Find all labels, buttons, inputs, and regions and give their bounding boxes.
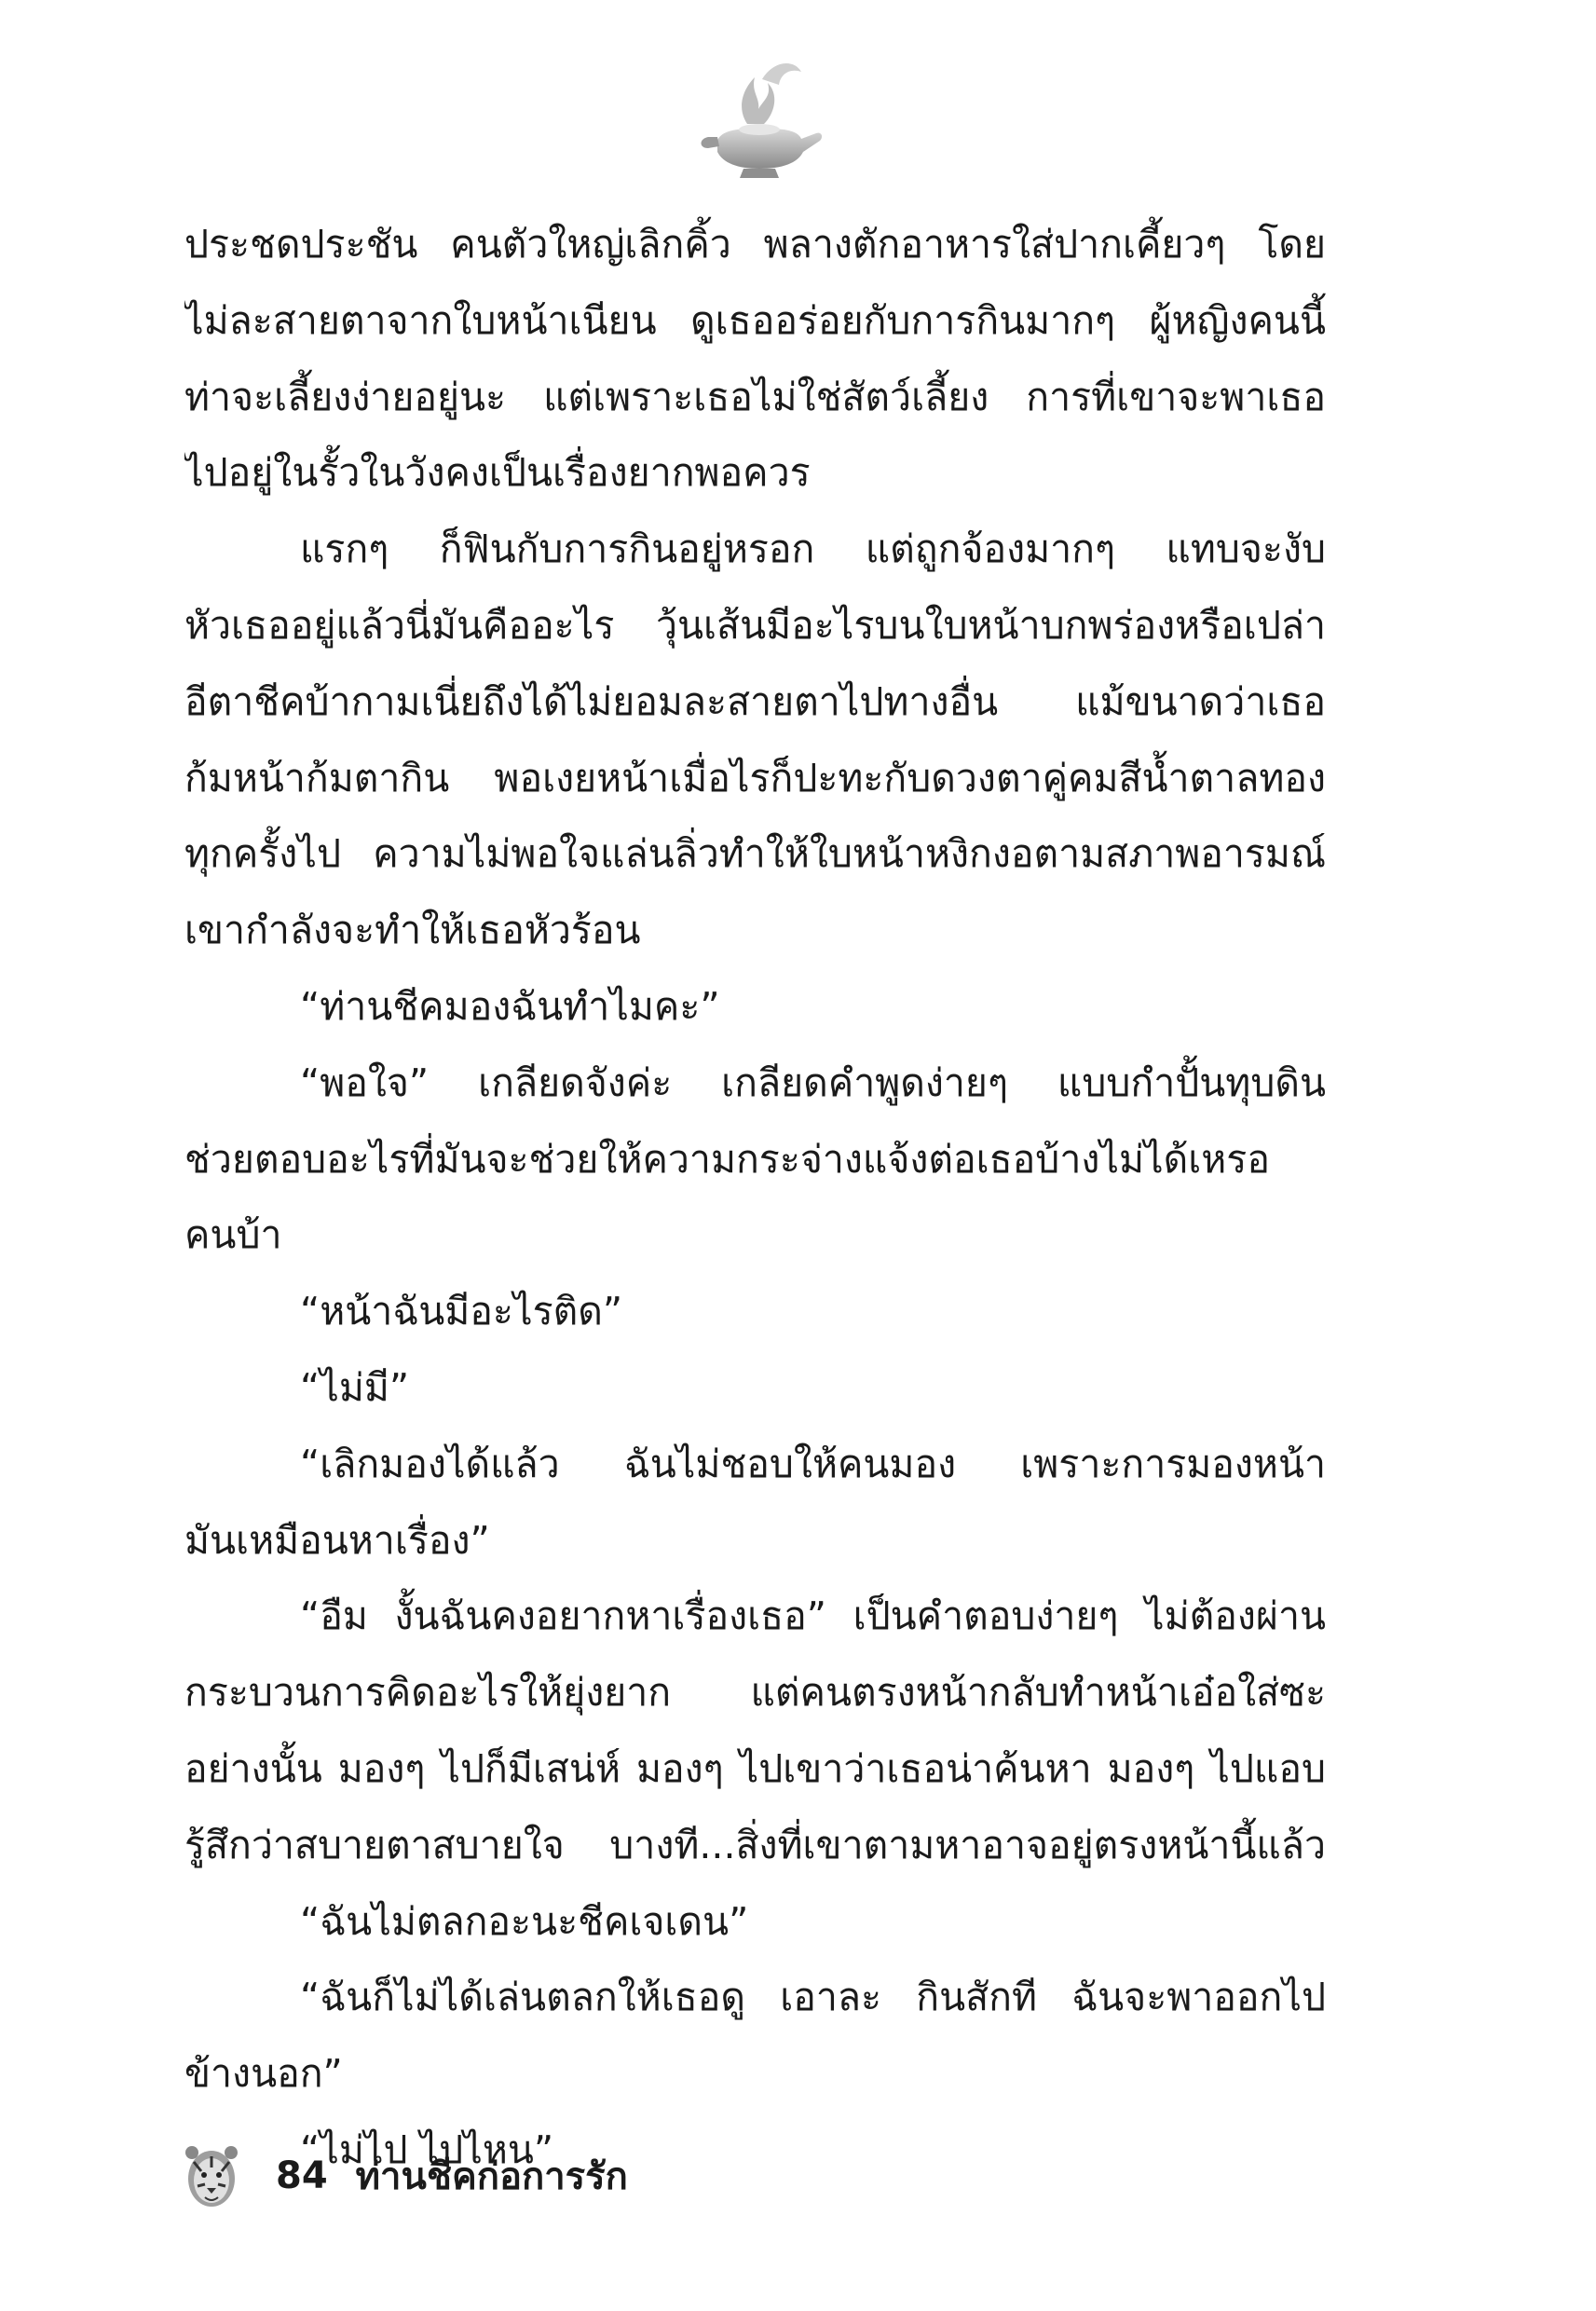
text-line: ทุกครั้งไป ความไม่พอใจแล่นลิ่วทำให้ใบหน้าหงิกงอตามสภาพอารมณ์ xyxy=(184,831,1326,877)
text-line: ไปอยู่ในรั้วในวังคงเป็นเรื่องยากพอควร xyxy=(184,450,811,496)
text-line: ช่วยตอบอะไรที่มันจะช่วยให้ความกระจ่างแจ้งต่อเธอบ้างไม่ได้เหรอ xyxy=(184,1136,1270,1182)
text-line: กระบวนการคิดอะไรให้ยุ่งยาก แต่คนตรงหน้ากลับทำหน้าเอ๋อใส่ซะ xyxy=(184,1670,1326,1716)
text-line: “ฉันก็ไม่ได้เล่นตลกให้เธอดู เอาละ กินสักที ฉันจะพาออกไป xyxy=(300,1975,1326,2020)
text-line: อย่างนั้น มองๆ ไปก็มีเสน่ห์ มองๆ ไปเขาว่าเธอน่าค้นหา มองๆ ไปแอบ xyxy=(184,1745,1326,1791)
text-line: รู้สึกว่าสบายตาสบายใจ บางที...สิ่งที่เขาตามหาอาจอยู่ตรงหน้านี้แล้ว xyxy=(184,1822,1326,1867)
text-line: หัวเธออยู่แล้วนี่มันคืออะไร วุ้นเส้นมีอะไรบนใบหน้าบกพร่องหรือเปล่า xyxy=(184,602,1326,648)
text-line: ท่าจะเลี้ยงง่ายอยู่นะ แต่เพราะเธอไม่ใช่สัตว์เลี้ยง การที่เขาจะพาเธอ xyxy=(184,374,1326,419)
body-text xyxy=(184,207,1326,2189)
text-line: ไม่ละสายตาจากใบหน้าเนียน ดูเธออร่อยกับการกินมากๆ ผู้หญิงคนนี้ xyxy=(184,297,1326,343)
tiger-head-icon xyxy=(184,2143,239,2208)
text-line: ก้มหน้าก้มตากิน พอเงยหน้าเมื่อไรก็ปะทะกับดวงตาคู่คมสีน้ำตาลทอง xyxy=(184,755,1326,800)
text-line: “หน้าฉันมีอะไรติด” xyxy=(300,1289,623,1334)
text-line: เขากำลังจะทำให้เธอหัวร้อน xyxy=(184,908,641,953)
text-line: “อืม งั้นฉันคงอยากหาเรื่องเธอ” เป็นคำตอบง่ายๆ ไม่ต้องผ่าน xyxy=(300,1593,1326,1639)
text-line: แรกๆ ก็ฟินกับการกินอยู่หรอก แต่ถูกจ้องมากๆ แทบจะงับ xyxy=(300,526,1326,572)
text-line: “ไม่มี” xyxy=(300,1364,410,1410)
text-line: “ท่านชีคมองฉันทำไมคะ” xyxy=(300,983,720,1029)
genie-lamp-icon xyxy=(689,51,829,191)
text-line: มันเหมือนหาเรื่อง” xyxy=(184,1517,490,1563)
text-line: “ฉันไม่ตลกอะนะชีคเจเดน” xyxy=(300,1898,749,1944)
page-number: 84 xyxy=(276,2154,328,2197)
book-title: ท่านชีคก่อการรัก xyxy=(355,2155,628,2198)
text-line: อีตาชีคบ้ากามเนี่ยถึงได้ไม่ยอมละสายตาไปทางอื่น แม้ขนาดว่าเธอ xyxy=(184,678,1326,724)
text-line: คนบ้า xyxy=(184,1212,282,1258)
page-footer xyxy=(184,2139,628,2213)
text-line: “เลิกมองได้แล้ว ฉันไม่ชอบให้คนมอง เพราะการมองหน้า xyxy=(300,1441,1326,1486)
text-line: ข้างนอก” xyxy=(184,2051,343,2097)
text-line: “ไม่ไป ไปไหน” xyxy=(300,2126,554,2172)
text-line: ประชดประชัน คนตัวใหญ่เลิกคิ้ว พลางตักอาหารใส่ปากเคี้ยวๆ โดย xyxy=(184,222,1326,267)
text-line: “พอใจ” เกลียดจังค่ะ เกลียดคำพูดง่ายๆ แบบกำปั้นทุบดิน xyxy=(300,1060,1326,1105)
